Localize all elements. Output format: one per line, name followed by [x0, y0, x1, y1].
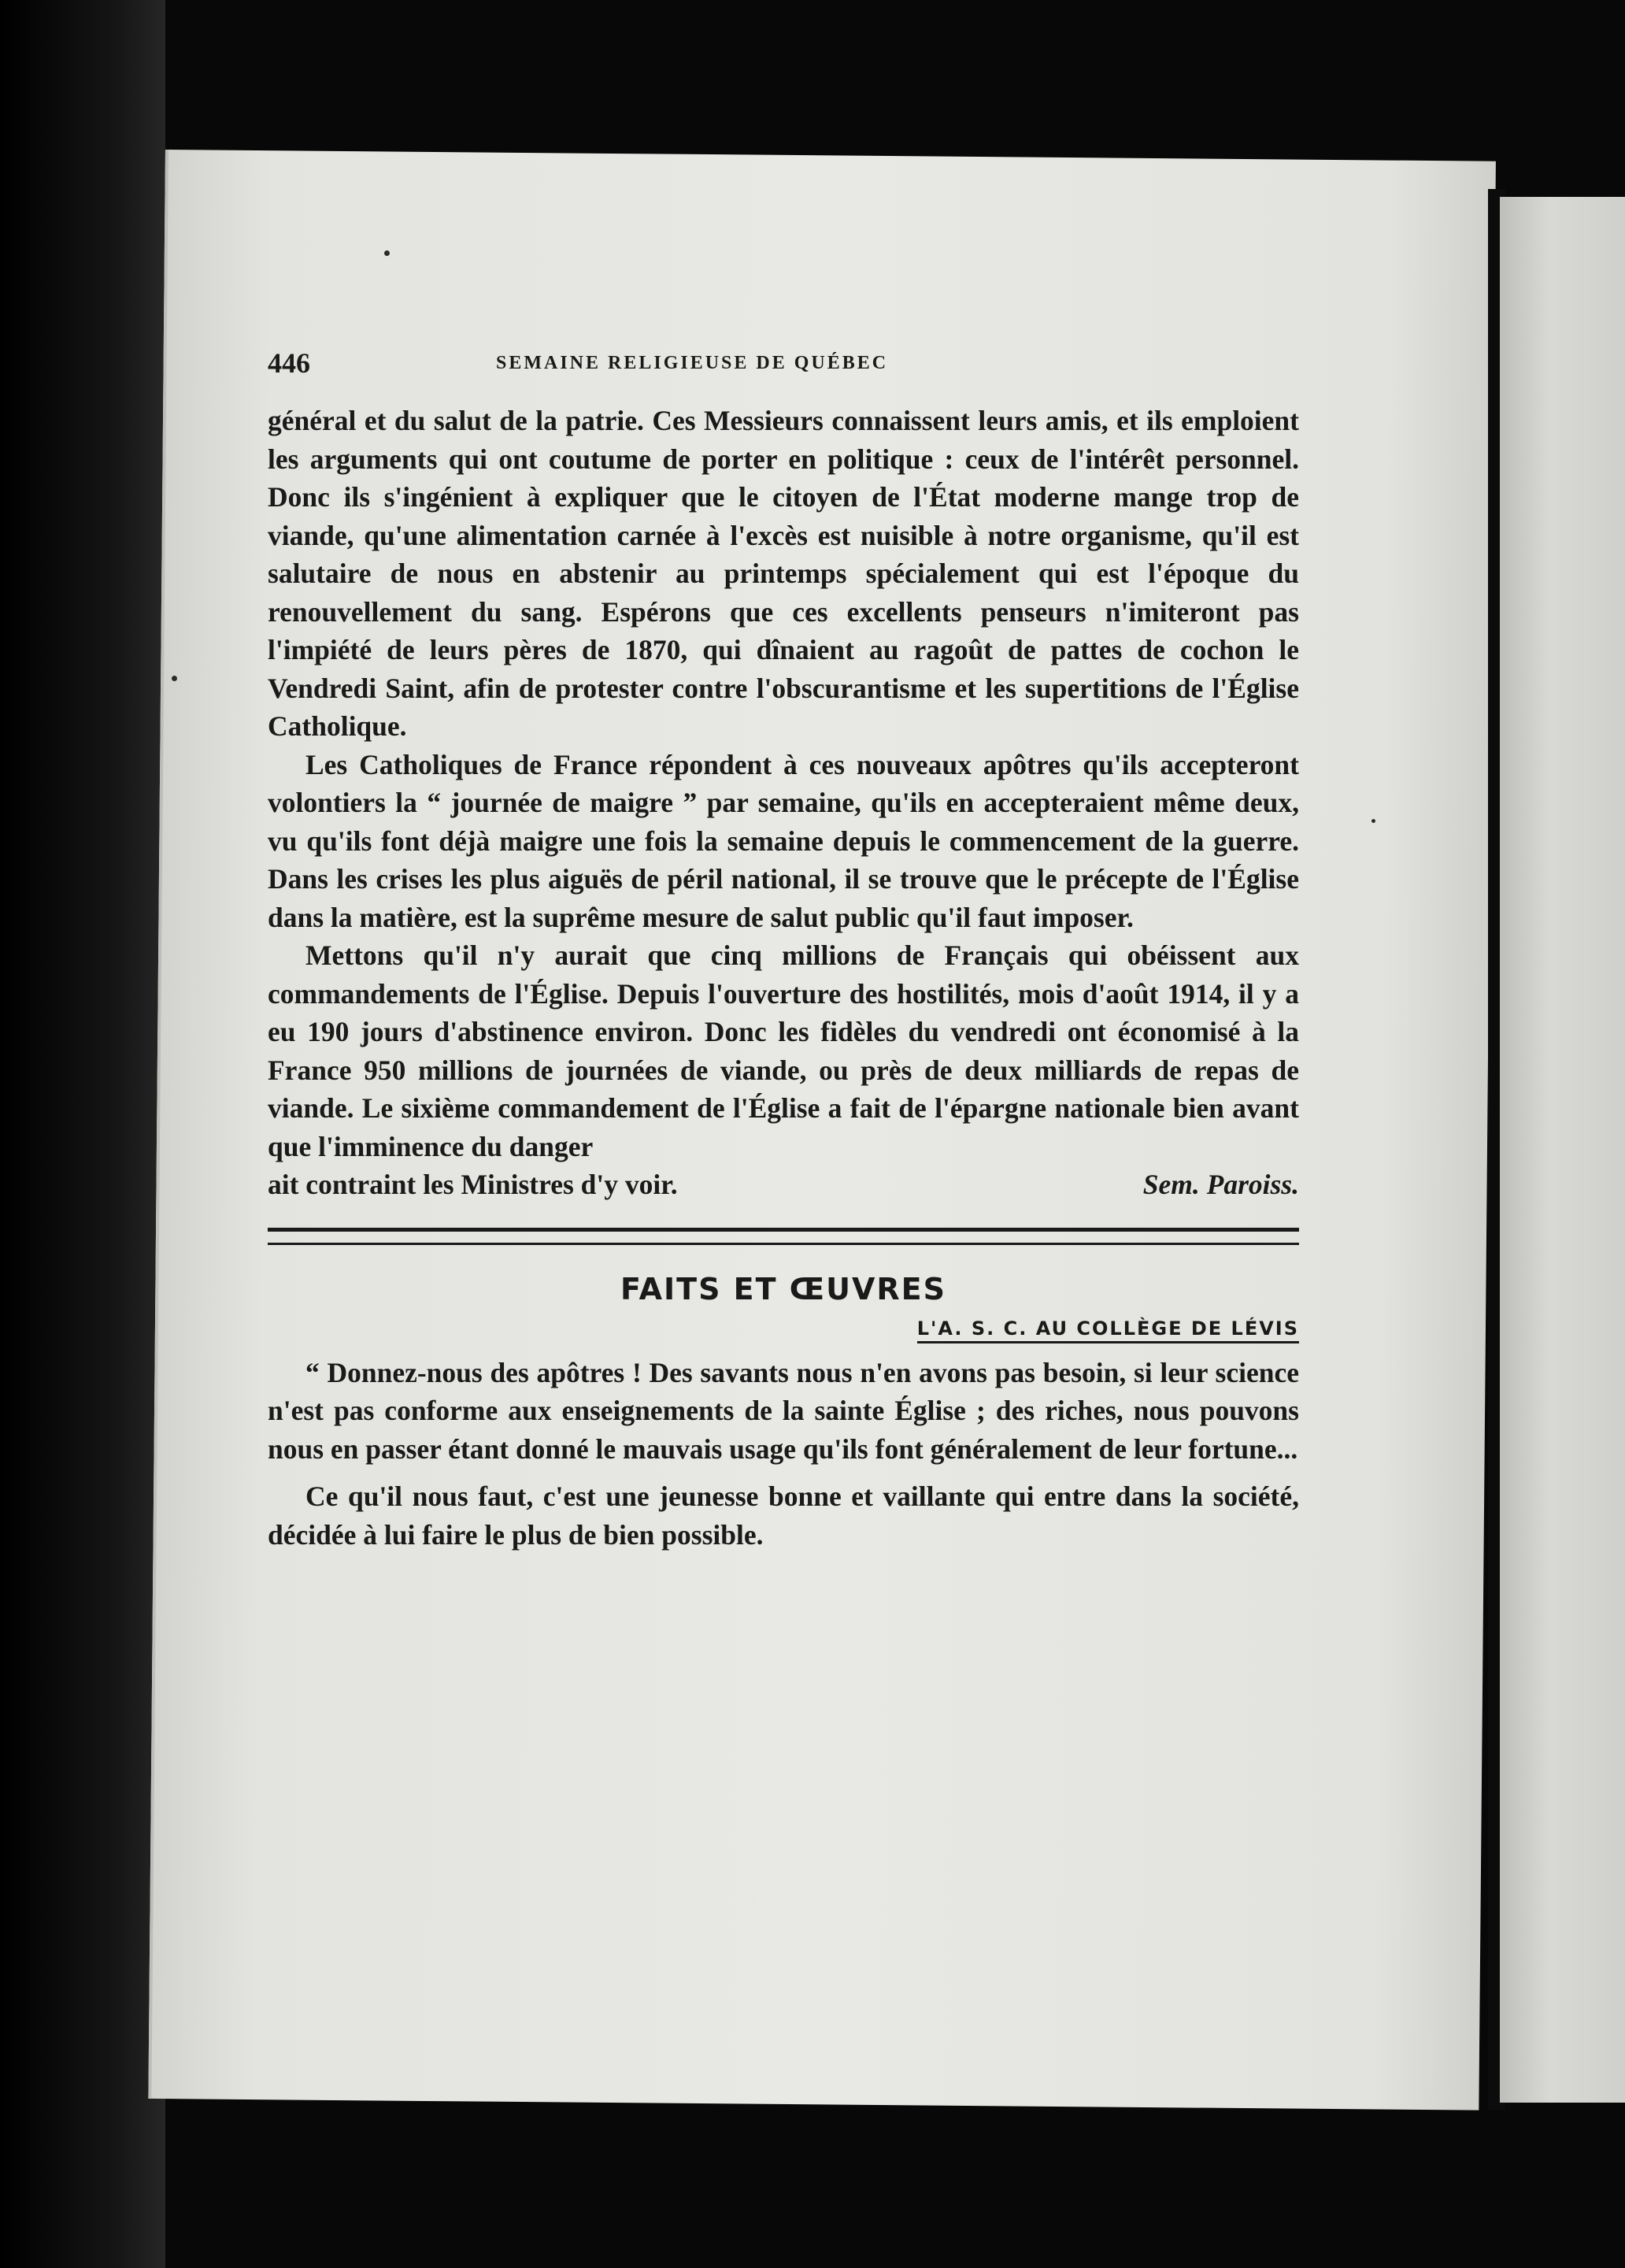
section-subheading-text: L'A. S. C. AU COLLÈGE DE LÉVIS: [917, 1317, 1299, 1343]
article-attribution: Sem. Paroiss.: [1142, 1169, 1299, 1200]
running-head: [268, 346, 1299, 402]
dust-speck: [1371, 819, 1375, 823]
section-divider: [268, 1228, 1299, 1245]
section-subheading: [268, 1317, 1299, 1340]
section-paragraph-2: Ce qu'il nous faut, c'est une jeunesse bonne et vaillante qui entre dans la société, décidée à lui faire le plus de bien possible.: [268, 1480, 1299, 1551]
section-paragraph-1: “ Donnez-nous des apôtres ! Des savants nous n'en avons pas besoin, si leur science n'est pas conforme aux enseignements de la sainte Église ; des riches, nous pouvons nous en passer étant donné le mauvais usage qu'ils font généralement de leur fortune...: [268, 1356, 1299, 1465]
article-paragraph-1: général et du salut de la patrie. Ces Messieurs connaissent leurs amis, et ils emploient les arguments qui ont coutume de porter en politique : ceux de l'intérêt personnel. Donc ils s'ingénient à expliquer que le citoyen de l'État moderne mange trop de viande, qu'une alimentation carnée à l'excès est nuisible à notre organisme, qu'il est salutaire de nous en abstenir au printemps spécialement qui est l'époque du renouvellement du sang. Espérons que ces excellents penseurs n'imiteront pas l'impiété de leurs pères de 1870, qui dînaient au ragoût de pattes de cochon le Vendredi Saint, afin de protester contre l'obscurantisme et les supertitions de l'Église Catholique.: [268, 405, 1299, 742]
page-content: [268, 346, 1299, 1554]
section-heading: FAITS ET ŒUVRES: [620, 1271, 946, 1306]
dust-speck: [384, 250, 390, 256]
article-paragraph-2: Les Catholiques de France répondent à ces nouveaux apôtres qu'ils accepteront volontiers la “ journée de maigre ” par semaine, qu'ils en accepteraient même deux, vu qu'ils font déjà maigre une fois la semaine depuis le commencement de la guerre. Dans les crises les plus aiguës de péril national, il se trouve que le précepte de l'Église dans la matière, est la suprême mesure de salut public qu'il faut imposer.: [268, 748, 1299, 933]
article-closing-line: [268, 1166, 1299, 1204]
running-title: SEMAINE RELIGIEUSE DE QUÉBEC: [496, 353, 889, 373]
page-number: 446: [268, 347, 310, 379]
article-paragraph-3-last-line: ait contraint les Ministres d'y voir.: [268, 1169, 678, 1200]
scan-background-left: [0, 0, 165, 2268]
article-paragraph-3: Mettons qu'il n'y aurait que cinq millions de Français qui obéissent aux commandements de l'Église. Depuis l'ouverture des hostilités, mois d'août 1914, il y a eu 190 jours d'abstinence environ. Donc les fidèles du vendredi ont économisé à la France 950 millions de journées de viande, ou près de deux milliards de repas de viande. Le sixième commandement de l'Église a fait de l'épargne nationale bien avant que l'imminence du danger: [268, 939, 1299, 1162]
facing-page-edge: [1500, 197, 1625, 2103]
paragraph-gap: [268, 1468, 1299, 1477]
dust-speck: [172, 676, 177, 681]
